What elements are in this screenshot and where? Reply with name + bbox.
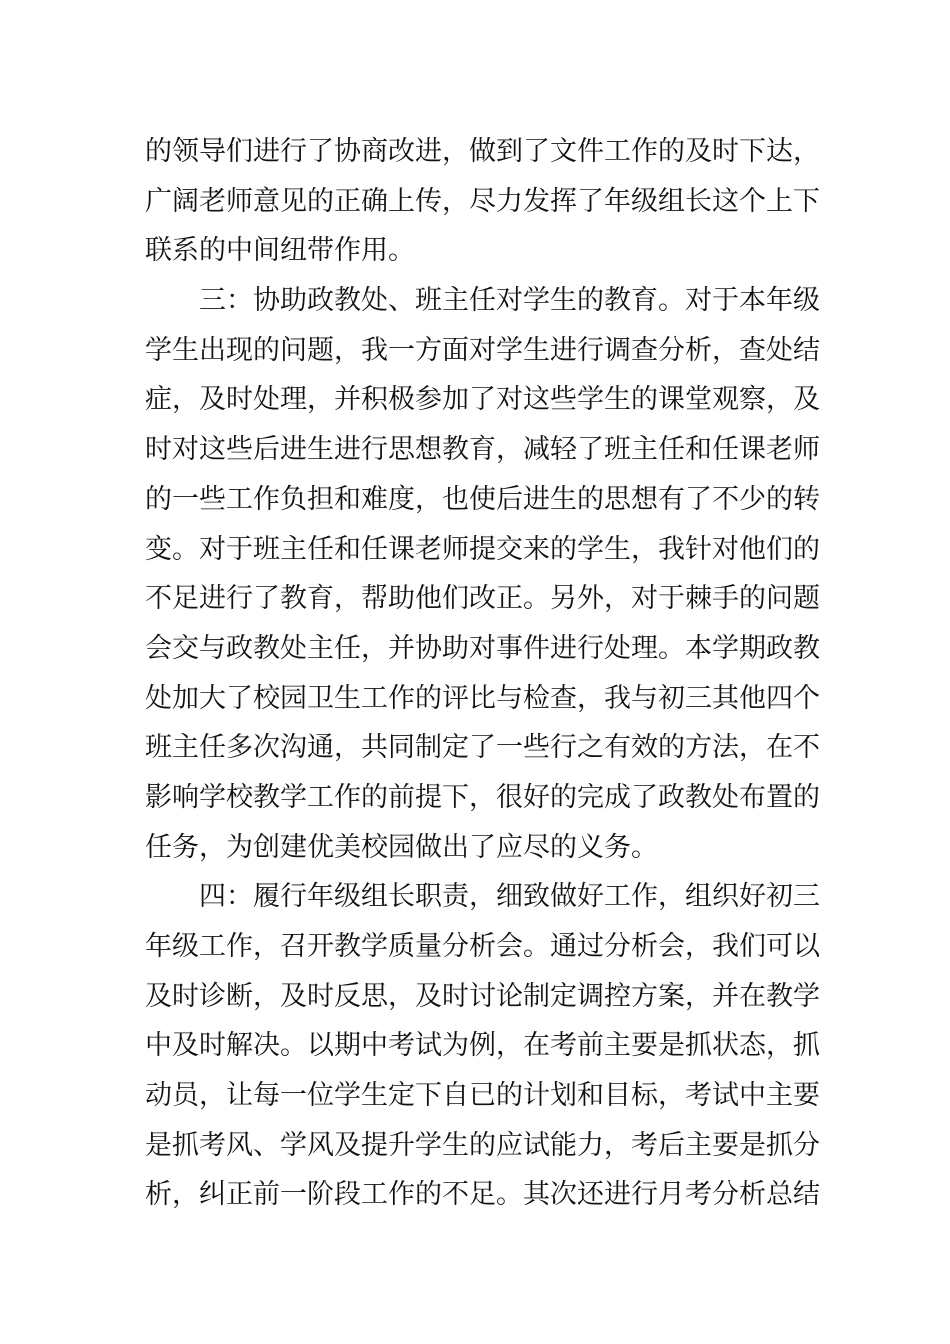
text-line: 中及时解决。以期中考试为例，在考前主要是抓状态，抓 [145, 1030, 820, 1062]
text-line: 会交与政教处主任，并协助对事件进行处理。本学期政教 [145, 632, 820, 664]
text-line: 年级工作，召开教学质量分析会。通过分析会，我们可以 [145, 931, 820, 962]
text-line: 析，纠正前一阶段工作的不足。其次还进行月考分析总结 [145, 1179, 820, 1211]
text-line: 班主任多次沟通，共同制定了一些行之有效的方法，在不 [145, 732, 820, 764]
text-line: 变。对于班主任和任课老师提交来的学生，我针对他们的 [145, 533, 820, 565]
text-line: 学生出现的问题，我一方面对学生进行调查分析，查处结 [145, 334, 820, 366]
text-line: 及时诊断，及时反思，及时讨论制定调控方案，并在教学 [145, 980, 820, 1012]
text-line: 不足进行了教育，帮助他们改正。另外，对于棘手的问题 [145, 583, 820, 615]
text-line: 时对这些后进生进行思想教育，减轻了班主任和任课老师 [145, 434, 820, 466]
text-line: 处加大了校园卫生工作的评比与检查，我与初三其他四个 [145, 682, 820, 714]
paragraph-start-line: 四：履行年级组长职责，细致做好工作，组织好初三 [199, 881, 820, 913]
text-line: 广阔老师意见的正确上传，尽力发挥了年级组长这个上下 [145, 185, 820, 217]
text-line: 是抓考风、学风及提升学生的应试能力，考后主要是抓分 [145, 1129, 820, 1161]
text-line: 动员，让每一位学生定下自已的计划和目标，考试中主要 [145, 1080, 820, 1112]
text-line: 的一些工作负担和难度，也使后进生的思想有了不少的转 [145, 483, 820, 515]
body-text [145, 127, 820, 1220]
text-line: 影响学校教学工作的前提下，很好的完成了政教处布置的 [145, 781, 820, 813]
text-line: 症，及时处理，并积极参加了对这些学生的课堂观察，及 [145, 384, 820, 416]
text-line: 联系的中间纽带作用。 [145, 235, 415, 267]
paragraph-start-line: 三：协助政教处、班主任对学生的教育。对于本年级 [199, 285, 820, 317]
text-line: 任务，为创建优美校园做出了应尽的义务。 [145, 831, 658, 863]
text-line: 的领导们进行了协商改进，做到了文件工作的及时下达， [145, 136, 820, 167]
